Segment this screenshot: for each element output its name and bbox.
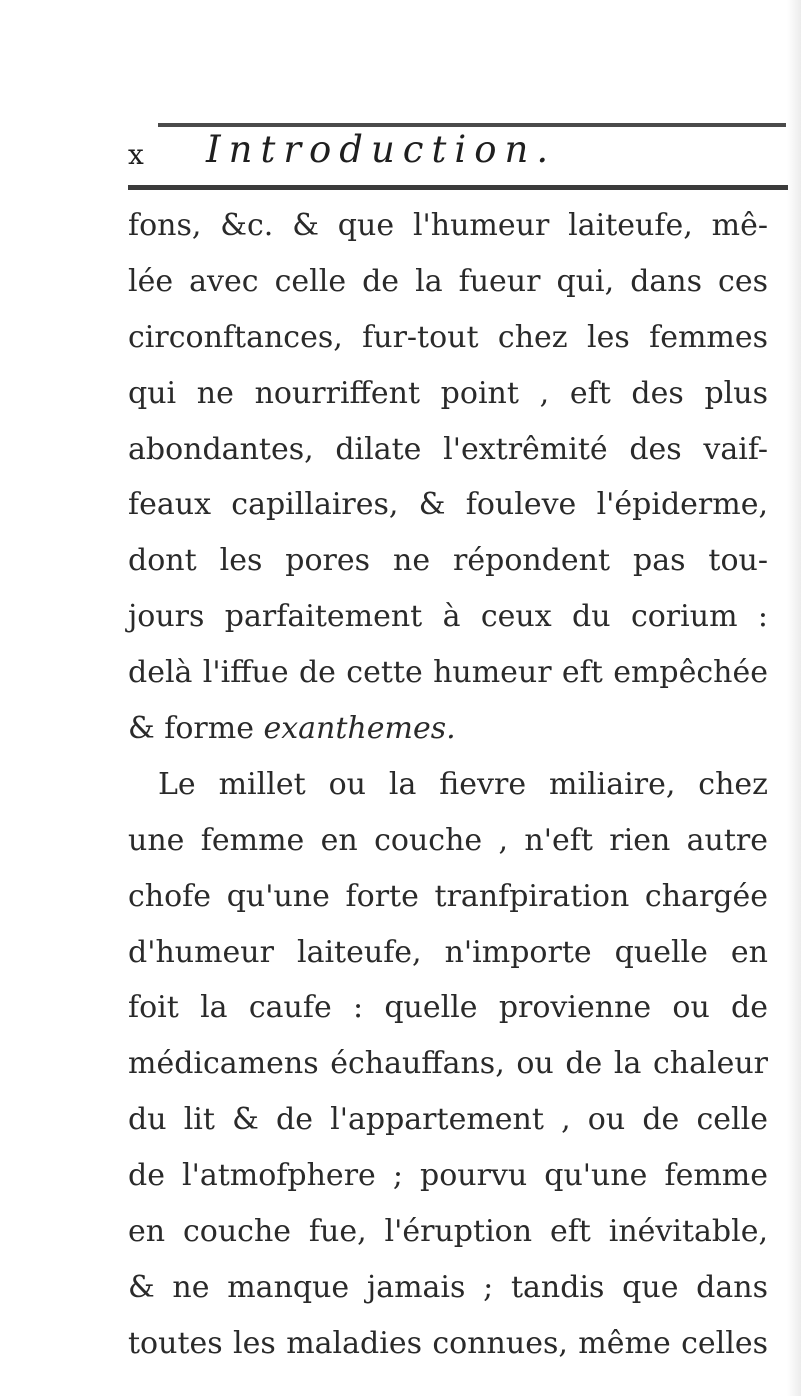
text-line: lée avec celle de la fueur qui, dans ces bbox=[128, 263, 768, 299]
italic-term: exanthemes. bbox=[263, 711, 456, 747]
text-line: jours parfaitement à ceux du corium : bbox=[128, 599, 768, 635]
text-line: médicamens échauffans, ou de la chaleur bbox=[128, 1046, 768, 1082]
text-line: delà l'iffue de cette humeur eft empêchée bbox=[128, 655, 768, 691]
text-line: chofe qu'une forte tranfpiration chargée bbox=[128, 878, 768, 914]
paragraph-start-line: Le millet ou la fievre miliaire, chez bbox=[158, 766, 768, 802]
page-folio: x bbox=[128, 138, 144, 171]
text-fragment: & forme bbox=[128, 711, 254, 747]
text-line: de l'atmofphere ; pourvu qu'une femme bbox=[128, 1158, 768, 1194]
text-line: toutes les maladies connues, même celles bbox=[128, 1325, 768, 1361]
text-line: abondantes, dilate l'extrêmité des vaif- bbox=[128, 431, 768, 467]
text-line: foit la caufe : quelle provienne ou de bbox=[128, 990, 768, 1026]
text-line: feaux capillaires, & fouleve l'épiderme, bbox=[128, 487, 768, 523]
body-text bbox=[128, 198, 768, 1372]
running-title: Introduction. bbox=[206, 128, 557, 171]
header-bottom-rule bbox=[128, 185, 788, 190]
text-line: circonftances, fur-tout chez les femmes bbox=[128, 319, 768, 355]
text-line: dont les pores ne répondent pas tou- bbox=[128, 543, 768, 579]
text-line: qui ne nourriffent point , eft des plus bbox=[128, 375, 768, 411]
text-line: en couche fue, l'éruption eft inévitable, bbox=[128, 1214, 768, 1250]
paragraph-end-line bbox=[128, 701, 768, 757]
page-header bbox=[128, 128, 788, 184]
text-line: une femme en couche , n'eft rien autre bbox=[128, 822, 768, 858]
text-line: fons, &c. & que l'humeur laiteufe, mê- bbox=[128, 208, 768, 243]
text-line: du lit & de l'appartement , ou de celle bbox=[128, 1102, 768, 1138]
page-edge-shadow bbox=[787, 0, 801, 1396]
text-line: & ne manque jamais ; tandis que dans bbox=[128, 1269, 768, 1305]
text-line: d'humeur laiteufe, n'importe quelle en bbox=[128, 934, 768, 970]
header-top-rule bbox=[158, 123, 786, 127]
